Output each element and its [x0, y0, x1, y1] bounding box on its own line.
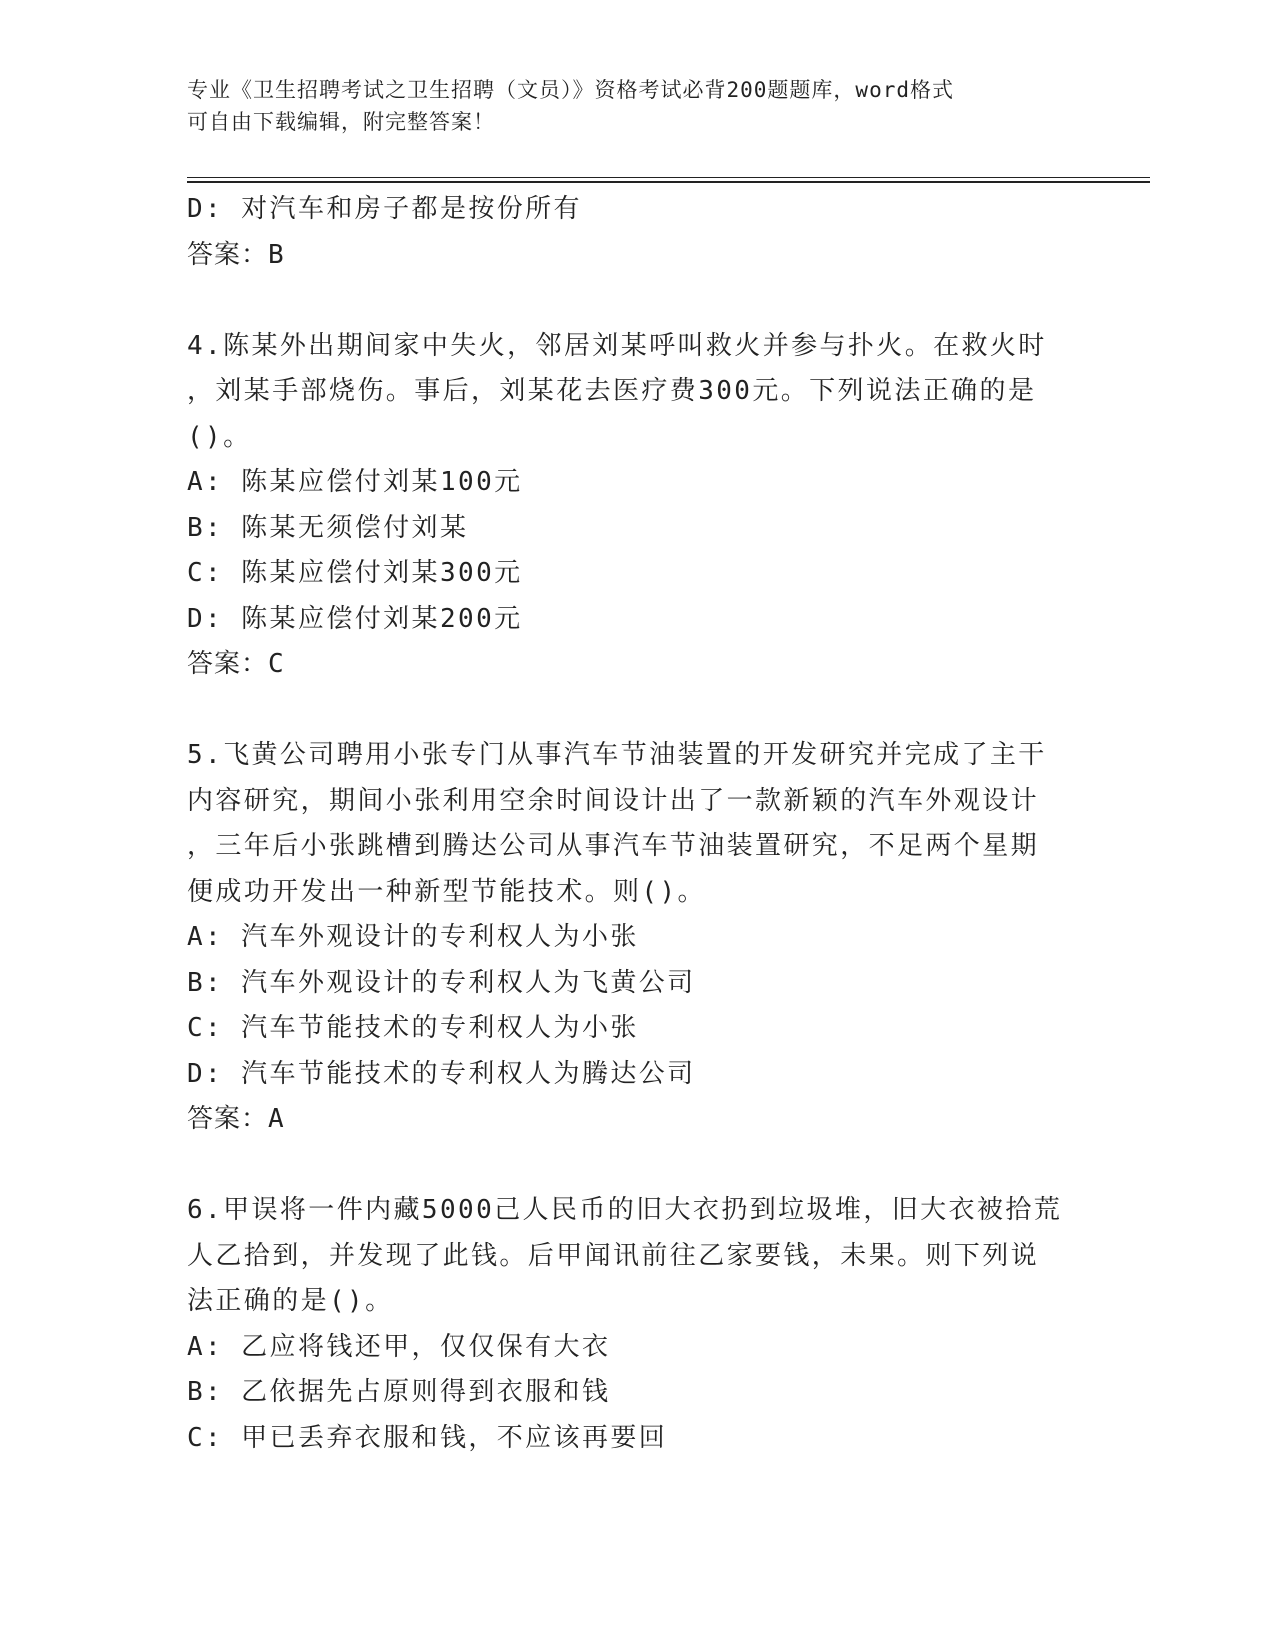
spacer: [187, 688, 1087, 734]
q5-option-d: D: 汽车节能技术的专利权人为腾达公司: [187, 1058, 696, 1089]
page-header: [187, 74, 1087, 138]
q5-option-c: C: 汽车节能技术的专利权人为小张: [187, 1013, 639, 1043]
spacer: [187, 278, 1087, 324]
q6-option-a: A: 乙应将钱还甲，仅仅保有大衣: [187, 1331, 611, 1362]
question-content: [187, 187, 1087, 1461]
q4-option-d: D: 陈某应偿付刘某200元: [187, 603, 523, 634]
q4-stem-line-1: 4.陈某外出期间家中失火，邻居刘某呼叫救火并参与扑火。在救火时: [187, 330, 1047, 361]
q4-option-a: A: 陈某应偿付刘某100元: [187, 467, 523, 497]
q3-option-d: D: 对汽车和房子都是按份所有: [187, 194, 582, 224]
q5-stem-line-4: 便成功开发出一种新型节能技术。则()。: [187, 876, 706, 907]
question-6: [187, 1188, 1087, 1461]
q5-stem-line-3: ，三年后小张跳槽到腾达公司从事汽车节油装置研究，不足两个星期: [187, 831, 1040, 861]
header-rule-thin: [187, 177, 1150, 178]
q4-answer: 答案：C: [187, 649, 285, 679]
q6-stem-line-2: 人乙拾到，并发现了此钱。后甲闻讯前往乙家要钱，未果。则下列说: [187, 1240, 1040, 1271]
q6-stem-line-3: 法正确的是()。: [187, 1286, 394, 1316]
q5-option-a: A: 汽车外观设计的专利权人为小张: [187, 922, 639, 952]
header-line-2: 可自由下载编辑，附完整答案！: [187, 110, 495, 134]
q6-option-c: C: 甲已丢弃衣服和钱，不应该再要回: [187, 1422, 668, 1453]
q6-stem-line-1: 6.甲误将一件内藏5000己人民币的旧大衣扔到垃圾堆，旧大衣被拾荒: [187, 1195, 1063, 1225]
question-5: [187, 733, 1087, 1143]
q4-stem-line-2: ，刘某手部烧伤。事后，刘某花去医疗费300元。下列说法正确的是: [187, 376, 1037, 406]
question-4: [187, 324, 1087, 688]
q4-option-b: B: 陈某无须偿付刘某: [187, 512, 469, 543]
q4-stem-line-3: ()。: [187, 421, 252, 452]
spacer: [187, 1143, 1087, 1189]
q5-stem-line-1: 5.飞黄公司聘用小张专门从事汽车节油装置的开发研究并完成了主干: [187, 740, 1047, 770]
q4-option-c: C: 陈某应偿付刘某300元: [187, 558, 523, 588]
q3-answer: 答案：B: [187, 239, 285, 270]
q5-stem-line-2: 内容研究，期间小张利用空余时间设计出了一款新颖的汽车外观设计: [187, 785, 1040, 816]
q6-option-b: B: 乙依据先占原则得到衣服和钱: [187, 1377, 611, 1407]
header-line-1: 专业《卫生招聘考试之卫生招聘（文员）》资格考试必背200题题库，word格式: [187, 78, 954, 102]
q5-answer: 答案：A: [187, 1104, 285, 1134]
q5-option-b: B: 汽车外观设计的专利权人为飞黄公司: [187, 967, 696, 998]
header-rule-thick: [187, 181, 1150, 183]
